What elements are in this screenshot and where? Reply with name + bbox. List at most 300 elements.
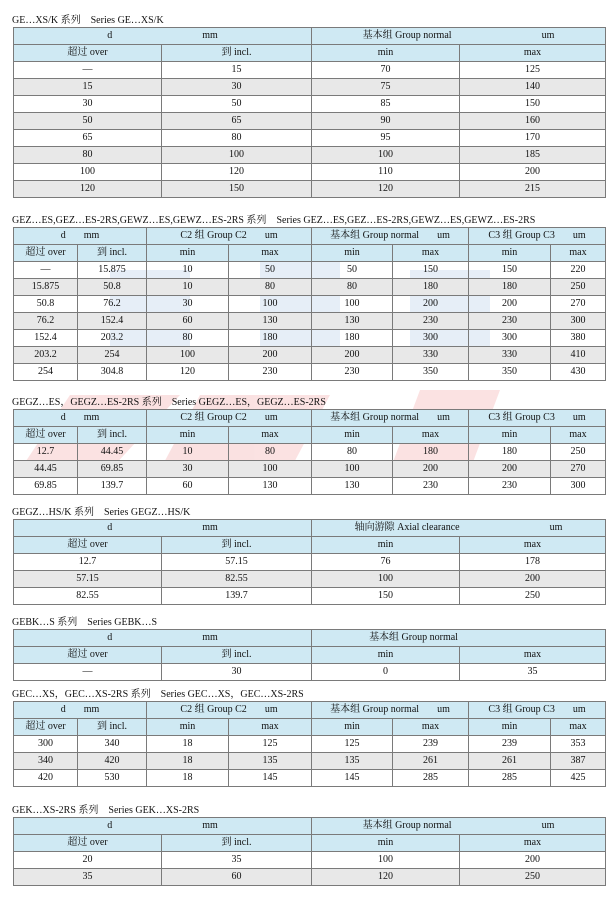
table-cell: 239 (393, 736, 469, 753)
table-cell: 15.875 (14, 279, 78, 296)
table-row (14, 753, 606, 770)
group-header-label: d (107, 30, 113, 41)
table-cell: 82.55 (14, 588, 162, 605)
table-cell: 10 (147, 444, 229, 461)
group-header-row (14, 630, 606, 647)
table-cell: 12.7 (14, 444, 78, 461)
group-header-cell (14, 28, 312, 45)
table-cell: 95 (312, 130, 460, 147)
table-cell: 200 (229, 347, 312, 364)
table-row (14, 113, 606, 130)
table-cell: 100 (229, 296, 312, 313)
table-row (14, 736, 606, 753)
table-cell: 145 (312, 770, 393, 787)
table-cell: 300 (551, 313, 606, 330)
table-cell: 35 (14, 869, 162, 886)
column-header: 超过 over (14, 647, 162, 664)
table-cell: 350 (469, 364, 551, 381)
table-cell: 203.2 (78, 330, 147, 347)
table-cell: 300 (551, 478, 606, 495)
group-header-unit: um (572, 704, 586, 715)
table-cell: 220 (551, 262, 606, 279)
table-cell: 35 (460, 664, 606, 681)
section-title (12, 688, 304, 701)
section-title (12, 14, 164, 27)
table-cell: 57.15 (14, 571, 162, 588)
table-cell: 530 (78, 770, 147, 787)
group-header-label: 基本组 Group normal (330, 230, 420, 241)
group-header-unit: mm (202, 820, 218, 831)
clearance-table (13, 629, 606, 681)
table-cell: 139.7 (162, 588, 312, 605)
table-cell: 304.8 (78, 364, 147, 381)
group-header-unit: um (541, 820, 555, 831)
section-title-cn: GEZ…ES,GEZ…ES-2RS,GEWZ…ES,GEWZ…ES-2RS 系列 (12, 215, 267, 226)
clearance-table (13, 519, 606, 605)
table-cell: 300 (14, 736, 78, 753)
table-row (14, 588, 606, 605)
group-header-cell (312, 28, 606, 45)
group-header-label: 基本组 Group normal (362, 30, 452, 41)
table-cell: 10 (147, 279, 229, 296)
table-cell: 80 (147, 330, 229, 347)
table-cell: 30 (162, 664, 312, 681)
table-cell: 30 (14, 96, 162, 113)
table-cell: 15.875 (78, 262, 147, 279)
group-header-cell (469, 228, 606, 245)
table-cell: 200 (393, 296, 469, 313)
table-row (14, 130, 606, 147)
column-header: 超过 over (14, 245, 78, 262)
table-row (14, 164, 606, 181)
table-cell: 100 (312, 461, 393, 478)
group-header-cell (147, 702, 312, 719)
table-row (14, 181, 606, 198)
section-title-cn: GEBK…S 系列 (12, 617, 78, 628)
table-cell: — (14, 262, 78, 279)
table-cell: 230 (229, 364, 312, 381)
column-header: min (469, 245, 551, 262)
column-header: max (393, 719, 469, 736)
table-cell: 76 (312, 554, 460, 571)
section-title (12, 616, 157, 629)
group-header-unit: um (572, 230, 586, 241)
clearance-table (13, 409, 606, 495)
group-header-unit: um (264, 230, 278, 241)
table-cell: 100 (312, 571, 460, 588)
column-header: min (147, 719, 229, 736)
group-header-row (14, 520, 606, 537)
group-header-cell (312, 410, 469, 427)
group-header-unit: um (437, 230, 450, 241)
table-cell: — (14, 62, 162, 79)
table-cell: 261 (469, 753, 551, 770)
table-cell: 80 (162, 130, 312, 147)
table-cell: 65 (162, 113, 312, 130)
table-cell: 80 (14, 147, 162, 164)
group-header-unit: um (437, 412, 450, 423)
table-cell: 85 (312, 96, 460, 113)
column-header: max (551, 245, 606, 262)
table-cell: 200 (469, 296, 551, 313)
column-header: max (460, 537, 606, 554)
group-header-label: d (60, 412, 66, 423)
table-cell: 215 (460, 181, 606, 198)
group-header-row (14, 228, 606, 245)
column-header: min (312, 719, 393, 736)
table-cell: 69.85 (14, 478, 78, 495)
group-header-label: 基本组 Group normal (330, 704, 420, 715)
table-cell: 65 (14, 130, 162, 147)
section-title (12, 506, 190, 519)
section-title-cn: GE…XS/K 系列 (12, 15, 81, 26)
table-cell: 350 (393, 364, 469, 381)
group-header-cell (14, 228, 147, 245)
clearance-table (13, 701, 606, 787)
group-header-row (14, 28, 606, 45)
group-header-row (14, 702, 606, 719)
group-header-label: d (60, 704, 66, 715)
clearance-table (13, 27, 606, 198)
table-cell: 180 (312, 330, 393, 347)
table-cell: 152.4 (14, 330, 78, 347)
group-header-label: C2 组 Group C2 (180, 704, 247, 715)
group-header-cell (147, 228, 312, 245)
group-header-label: C3 组 Group C3 (488, 412, 555, 423)
table-cell: 150 (162, 181, 312, 198)
table-cell: 120 (147, 364, 229, 381)
section-title-en: Series GEC…XS，GEC…XS-2RS (160, 689, 304, 700)
table-cell: 130 (229, 313, 312, 330)
table-cell: 180 (469, 444, 551, 461)
table-cell: 420 (14, 770, 78, 787)
group-header-label: C3 组 Group C3 (488, 704, 555, 715)
column-header: 到 incl. (162, 45, 312, 62)
sub-header-row (14, 719, 606, 736)
table-cell: 30 (162, 79, 312, 96)
column-header: max (229, 427, 312, 444)
sub-header-row (14, 427, 606, 444)
group-header-cell (312, 520, 606, 537)
table-cell: 20 (14, 852, 162, 869)
group-header-label: d (107, 522, 113, 533)
table-cell: 82.55 (162, 571, 312, 588)
table-cell: 410 (551, 347, 606, 364)
table-cell: 120 (312, 181, 460, 198)
sub-header-row (14, 245, 606, 262)
group-header-cell (312, 818, 606, 835)
group-header-unit: um (541, 30, 555, 41)
column-header: max (551, 719, 606, 736)
table-cell: 18 (147, 753, 229, 770)
table-cell: 44.45 (14, 461, 78, 478)
group-header-unit: mm (202, 522, 218, 533)
column-header: 超过 over (14, 537, 162, 554)
table-cell: 430 (551, 364, 606, 381)
group-header-unit: um (437, 704, 450, 715)
table-cell: 30 (147, 296, 229, 313)
column-header: max (229, 245, 312, 262)
table-cell: 120 (312, 869, 460, 886)
table-cell: 80 (312, 279, 393, 296)
table-row (14, 313, 606, 330)
column-header: 到 incl. (78, 245, 147, 262)
table-cell: 200 (393, 461, 469, 478)
column-header: max (460, 647, 606, 664)
table-row (14, 296, 606, 313)
table-cell: 12.7 (14, 554, 162, 571)
table-cell: 120 (162, 164, 312, 181)
table-cell: 18 (147, 770, 229, 787)
table-cell: 145 (229, 770, 312, 787)
group-header-cell (14, 520, 312, 537)
group-header-label: d (107, 632, 113, 643)
table-cell: 70 (312, 62, 460, 79)
column-header: min (469, 719, 551, 736)
table-row (14, 62, 606, 79)
table-cell: 270 (551, 296, 606, 313)
table-row (14, 444, 606, 461)
table-cell: 380 (551, 330, 606, 347)
table-cell: 135 (312, 753, 393, 770)
group-header-cell (312, 228, 469, 245)
table-row (14, 478, 606, 495)
table-cell: 250 (551, 444, 606, 461)
column-header: 到 incl. (78, 427, 147, 444)
table-cell: 50.8 (78, 279, 147, 296)
section-title-en: Series GEBK…S (87, 617, 158, 628)
table-cell: 0 (312, 664, 460, 681)
group-header-cell (469, 702, 606, 719)
column-header: max (460, 835, 606, 852)
column-header: min (312, 427, 393, 444)
table-cell: 100 (162, 147, 312, 164)
column-header: 超过 over (14, 835, 162, 852)
table-row (14, 347, 606, 364)
table-row (14, 554, 606, 571)
table-cell: 254 (14, 364, 78, 381)
table-row (14, 279, 606, 296)
table-cell: 110 (312, 164, 460, 181)
column-header: 超过 over (14, 45, 162, 62)
table-cell: 150 (312, 588, 460, 605)
column-header: min (312, 45, 460, 62)
group-header-unit: mm (83, 230, 100, 241)
section-title-en: Series GE…XS/K (90, 15, 164, 26)
column-header: 到 incl. (78, 719, 147, 736)
table-cell: 200 (460, 571, 606, 588)
column-header: 超过 over (14, 719, 78, 736)
table-cell: 50.8 (14, 296, 78, 313)
table-cell: 100 (312, 852, 460, 869)
clearance-table (13, 817, 606, 886)
table-row (14, 770, 606, 787)
table-cell: 125 (312, 736, 393, 753)
group-header-unit: um (264, 412, 278, 423)
table-cell: 135 (229, 753, 312, 770)
table-cell: 180 (469, 279, 551, 296)
table-cell: 180 (393, 444, 469, 461)
table-cell: 150 (393, 262, 469, 279)
column-header: min (469, 427, 551, 444)
table-cell: 180 (229, 330, 312, 347)
table-cell: 300 (469, 330, 551, 347)
table-cell: 250 (460, 869, 606, 886)
table-cell: 250 (551, 279, 606, 296)
group-header-label: C3 组 Group C3 (488, 230, 555, 241)
column-header: max (393, 427, 469, 444)
table-row (14, 364, 606, 381)
group-header-unit: mm (83, 412, 100, 423)
group-header-unit: mm (83, 704, 100, 715)
group-header-label: 基本组 Group normal (362, 820, 452, 831)
group-header-unit: mm (202, 632, 218, 643)
column-header: 到 incl. (162, 835, 312, 852)
table-cell: 125 (229, 736, 312, 753)
table-cell: 35 (162, 852, 312, 869)
table-cell: 239 (469, 736, 551, 753)
sub-header-row (14, 45, 606, 62)
table-cell: — (14, 664, 162, 681)
table-cell: 80 (229, 444, 312, 461)
table-cell: 230 (469, 478, 551, 495)
table-cell: 340 (78, 736, 147, 753)
section-title-en: Series GEZ…ES,GEZ…ES-2RS,GEWZ…ES,GEWZ…ES-2RS (276, 215, 536, 226)
group-header-label: d (60, 230, 66, 241)
table-cell: 330 (469, 347, 551, 364)
column-header: 到 incl. (162, 647, 312, 664)
group-header-label: 基本组 Group normal (369, 632, 458, 643)
table-cell: 230 (469, 313, 551, 330)
group-header-cell (14, 818, 312, 835)
column-header: max (551, 427, 606, 444)
section-title (12, 804, 199, 817)
group-header-row (14, 818, 606, 835)
section-title (12, 396, 326, 409)
table-row (14, 79, 606, 96)
table-cell: 152.4 (78, 313, 147, 330)
table-cell: 340 (14, 753, 78, 770)
group-header-cell (14, 702, 147, 719)
table-cell: 300 (393, 330, 469, 347)
column-header: max (393, 245, 469, 262)
table-cell: 69.85 (78, 461, 147, 478)
section-title-cn: GEK…XS-2RS 系列 (12, 805, 99, 816)
table-cell: 130 (312, 313, 393, 330)
group-header-row (14, 410, 606, 427)
table-row (14, 461, 606, 478)
table-cell: 100 (229, 461, 312, 478)
table-cell: 420 (78, 753, 147, 770)
table-cell: 353 (551, 736, 606, 753)
table-cell: 50 (14, 113, 162, 130)
table-row (14, 96, 606, 113)
section-title-en: Series GEK…XS-2RS (108, 805, 200, 816)
column-header: min (312, 647, 460, 664)
sub-header-row (14, 537, 606, 554)
table-cell: 10 (147, 262, 229, 279)
table-cell: 100 (312, 147, 460, 164)
column-header: min (147, 427, 229, 444)
group-header-unit: mm (202, 30, 218, 41)
group-header-cell (312, 630, 606, 647)
table-cell: 178 (460, 554, 606, 571)
table-cell: 285 (469, 770, 551, 787)
table-cell: 250 (460, 588, 606, 605)
table-cell: 15 (14, 79, 162, 96)
table-cell: 425 (551, 770, 606, 787)
table-cell: 75 (312, 79, 460, 96)
table-cell: 130 (229, 478, 312, 495)
table-cell: 60 (147, 478, 229, 495)
table-cell: 160 (460, 113, 606, 130)
table-cell: 44.45 (78, 444, 147, 461)
table-cell: 254 (78, 347, 147, 364)
table-cell: 180 (393, 279, 469, 296)
table-cell: 200 (460, 164, 606, 181)
table-cell: 100 (14, 164, 162, 181)
table-cell: 230 (393, 478, 469, 495)
table-cell: 200 (469, 461, 551, 478)
table-cell: 76.2 (78, 296, 147, 313)
table-cell: 90 (312, 113, 460, 130)
group-header-label: 轴向游隙 Axial clearance (354, 522, 460, 533)
section-title-cn: GEC…XS，GEC…XS-2RS 系列 (12, 689, 151, 700)
table-cell: 50 (229, 262, 312, 279)
table-row (14, 852, 606, 869)
table-cell: 285 (393, 770, 469, 787)
table-cell: 170 (460, 130, 606, 147)
section-title-en: Series GEGZ…ES，GEGZ…ES-2RS (171, 397, 326, 408)
table-row (14, 147, 606, 164)
table-row (14, 262, 606, 279)
table-cell: 200 (312, 347, 393, 364)
group-header-label: C2 组 Group C2 (180, 412, 247, 423)
table-cell: 80 (229, 279, 312, 296)
column-header: max (229, 719, 312, 736)
sub-header-row (14, 835, 606, 852)
group-header-cell (14, 630, 312, 647)
table-cell: 57.15 (162, 554, 312, 571)
group-header-cell (14, 410, 147, 427)
group-header-cell (147, 410, 312, 427)
table-cell: 139.7 (78, 478, 147, 495)
group-header-label: d (107, 820, 113, 831)
column-header: min (312, 835, 460, 852)
table-cell: 230 (312, 364, 393, 381)
column-header: 到 incl. (162, 537, 312, 554)
table-cell: 100 (147, 347, 229, 364)
table-cell: 203.2 (14, 347, 78, 364)
group-header-unit: um (549, 522, 563, 533)
group-header-cell (312, 702, 469, 719)
table-cell: 130 (312, 478, 393, 495)
section-title (12, 214, 535, 227)
column-header: 超过 over (14, 427, 78, 444)
group-header-unit: um (264, 704, 278, 715)
table-cell: 230 (393, 313, 469, 330)
table-row (14, 571, 606, 588)
table-cell: 140 (460, 79, 606, 96)
column-header: min (312, 537, 460, 554)
table-cell: 270 (551, 461, 606, 478)
table-row (14, 330, 606, 347)
section-title-en: Series GEGZ…HS/K (103, 507, 191, 518)
column-header: min (312, 245, 393, 262)
table-cell: 60 (162, 869, 312, 886)
table-cell: 387 (551, 753, 606, 770)
table-cell: 50 (312, 262, 393, 279)
